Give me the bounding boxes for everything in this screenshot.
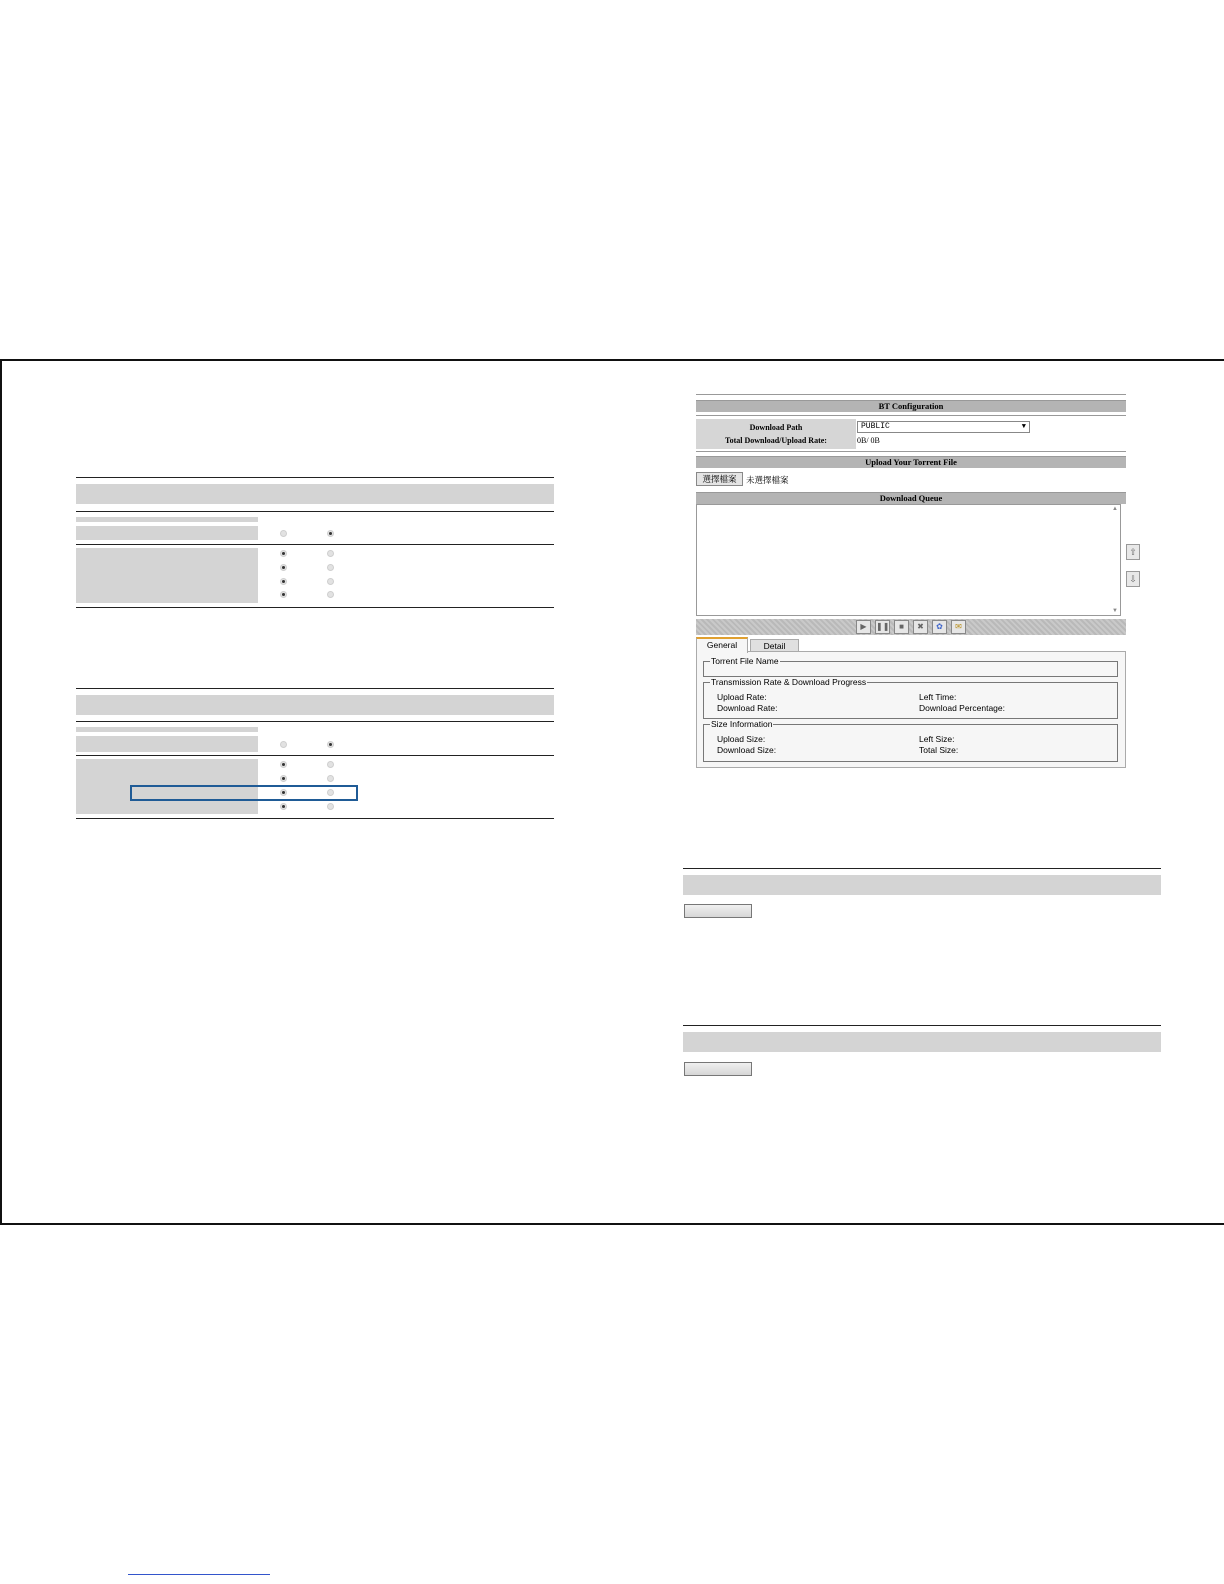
radio-button[interactable] bbox=[327, 803, 334, 810]
download-path-select[interactable] bbox=[857, 421, 1030, 433]
mail-icon[interactable]: ✉ bbox=[951, 620, 966, 634]
divider bbox=[76, 721, 554, 722]
move-down-icon[interactable]: ⇩ bbox=[1126, 571, 1140, 587]
radio-button[interactable] bbox=[280, 530, 287, 537]
transmission-group bbox=[703, 677, 1118, 719]
move-up-icon[interactable]: ⇧ bbox=[1126, 544, 1140, 560]
pause-icon[interactable]: ❚❚ bbox=[875, 620, 890, 634]
radio-button[interactable] bbox=[327, 775, 334, 782]
label-cell bbox=[76, 526, 258, 540]
action-button[interactable] bbox=[684, 1062, 752, 1076]
torrent-file-name-legend: Torrent File Name bbox=[711, 656, 779, 666]
chevron-down-icon: ▼ bbox=[1021, 423, 1026, 431]
radio-button[interactable] bbox=[280, 550, 287, 557]
bt-config-title: BT Configuration bbox=[696, 400, 1126, 412]
divider bbox=[696, 415, 1126, 416]
delete-icon[interactable]: ✖ bbox=[913, 620, 928, 634]
radio-button[interactable] bbox=[327, 530, 334, 537]
label-cell bbox=[76, 548, 258, 603]
radio-button[interactable] bbox=[280, 564, 287, 571]
radio-button[interactable] bbox=[327, 741, 334, 748]
section-header bbox=[683, 875, 1161, 895]
divider bbox=[696, 394, 1126, 395]
radio-button[interactable] bbox=[280, 741, 287, 748]
stop-icon[interactable]: ■ bbox=[894, 620, 909, 634]
divider bbox=[76, 544, 554, 545]
divider bbox=[696, 451, 1126, 452]
link-underline[interactable] bbox=[128, 1574, 270, 1575]
label-cell bbox=[76, 736, 258, 752]
queue-title: Download Queue bbox=[696, 492, 1126, 504]
radio-button[interactable] bbox=[280, 761, 287, 768]
total-size-label: Total Size: bbox=[919, 745, 959, 755]
download-percentage-label: Download Percentage: bbox=[919, 703, 1006, 713]
radio-button[interactable] bbox=[280, 578, 287, 585]
table-header bbox=[76, 695, 554, 715]
download-rate-label: Download Rate: bbox=[717, 703, 778, 713]
bt-configuration-panel bbox=[696, 394, 1137, 774]
radio-button[interactable] bbox=[280, 775, 287, 782]
table-bottom-rule bbox=[76, 607, 554, 608]
radio-button[interactable] bbox=[280, 591, 287, 598]
settings-icon[interactable]: ✿ bbox=[932, 620, 947, 634]
table-header bbox=[76, 484, 554, 504]
radio-button[interactable] bbox=[327, 761, 334, 768]
label-cell bbox=[76, 727, 258, 732]
play-icon[interactable]: ▶ bbox=[856, 620, 871, 634]
torrent-file-name-group bbox=[703, 656, 1118, 677]
section-top-rule bbox=[683, 1025, 1161, 1026]
choose-file-button[interactable]: 選擇檔案 bbox=[696, 472, 743, 486]
upload-size-label: Upload Size: bbox=[717, 734, 766, 744]
tab-detail[interactable]: Detail bbox=[750, 639, 799, 653]
download-queue-list[interactable] bbox=[696, 504, 1121, 616]
section-top-rule bbox=[683, 868, 1161, 869]
download-path-label: Download Path bbox=[749, 423, 803, 432]
tab-general[interactable]: General bbox=[696, 637, 748, 653]
size-information-group bbox=[703, 719, 1118, 762]
label-cell bbox=[76, 517, 258, 522]
upload-section-title: Upload Your Torrent File bbox=[696, 456, 1126, 468]
scroll-down-icon[interactable]: ▼ bbox=[1112, 608, 1118, 614]
upload-rate-label: Upload Rate: bbox=[717, 692, 767, 702]
radio-button[interactable] bbox=[280, 803, 287, 810]
download-size-label: Download Size: bbox=[717, 745, 777, 755]
rate-label: Total Download/Upload Rate: bbox=[725, 436, 827, 445]
left-size-label: Left Size: bbox=[919, 734, 955, 744]
section-header bbox=[683, 1032, 1161, 1052]
table-top-rule bbox=[76, 688, 554, 689]
table-top-rule bbox=[76, 477, 554, 478]
radio-button[interactable] bbox=[327, 591, 334, 598]
action-button[interactable] bbox=[684, 904, 752, 918]
radio-button[interactable] bbox=[327, 578, 334, 585]
size-legend: Size Information bbox=[711, 719, 773, 729]
radio-button[interactable] bbox=[327, 550, 334, 557]
transmission-legend: Transmission Rate & Download Progress bbox=[711, 677, 867, 687]
divider bbox=[76, 511, 554, 512]
left-time-label: Left Time: bbox=[919, 692, 957, 702]
divider bbox=[76, 755, 554, 756]
table-bottom-rule bbox=[76, 818, 554, 819]
queue-toolbar bbox=[696, 619, 1126, 635]
tab-panel-general bbox=[696, 651, 1126, 768]
no-file-text: 未選擇檔案 bbox=[746, 475, 789, 485]
rate-value: 0B/ 0B bbox=[857, 436, 880, 445]
scroll-up-icon[interactable]: ▲ bbox=[1112, 506, 1118, 512]
highlight-box bbox=[130, 785, 358, 801]
download-path-value: PUBLIC bbox=[861, 422, 890, 431]
radio-button[interactable] bbox=[327, 564, 334, 571]
